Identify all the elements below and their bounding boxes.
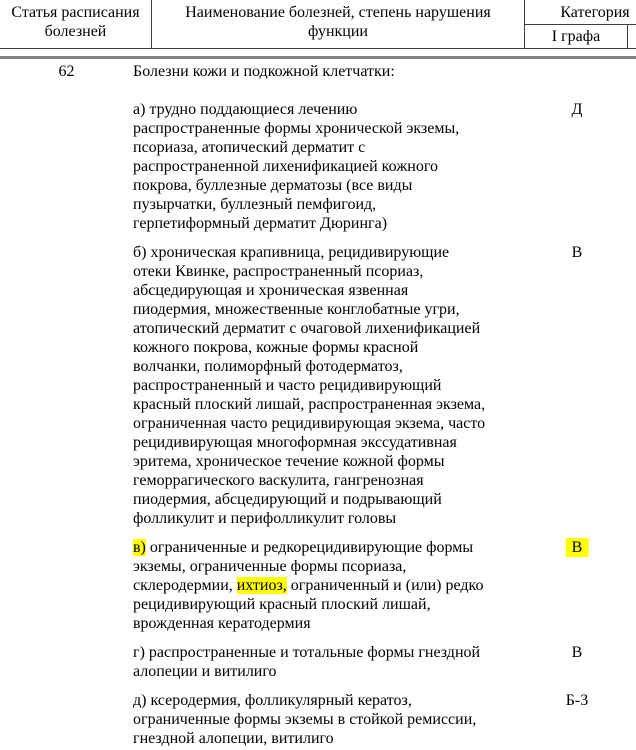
text-line: геморрагического васкулита, гангренозная [133,472,424,489]
item-g-category-value: В [571,644,583,661]
text-line: фолликулит и перифолликулит головы [133,510,397,527]
text-line: псориаза, атопический дерматит с [133,139,366,156]
text-line: а) трудно поддающиеся лечению [133,101,358,118]
article-title: Болезни кожи и подкожной клетчатки: [133,63,395,80]
text-line: эритема, хроническое течение кожной формы [133,453,445,470]
disease-item-a [133,100,603,233]
text-line: абсцедирующая и хроническая язвенная [133,282,409,299]
text-line: алопеции и витилиго [133,663,277,680]
text-line: рецидивирующая многоформная экссудативная [133,434,457,451]
disease-item-b [133,243,603,528]
text-line: атопический дерматит с очаговой лихенификацией [133,320,481,337]
text-line: ограниченная часто рецидивирующая экзема, часто [133,415,486,432]
text-line: пиодермия, множественные конглобатные угри, [133,301,460,318]
header-col-category [525,0,636,48]
header-col-disease-name: Наименование болезней, степень нарушения функции [152,0,525,48]
text-line: отеки Квинке, распространенный псориаз, [133,263,424,280]
text-line: пиодермия, абсцедирующий и подрывающий [133,491,442,508]
text-segment: склеродермии, [133,577,237,594]
text-line: красный плоский лишай, распространенная экзема, [133,396,486,413]
text-line: д) ксеродермия, фолликулярный кератоз, [133,692,412,709]
text-line [133,576,603,595]
text-line: врожденная кератодермия [133,615,311,632]
disease-item-g [133,643,603,681]
text-line: г) распространенные и тотальные формы гнездной [133,644,481,661]
text-line: экземы, ограниченные формы псориаза, [133,558,407,575]
item-v-category-value: В [566,538,589,557]
item-g-text [133,643,603,681]
item-b-category-value: В [571,244,583,261]
text-line: рецидивирующий красный плоский лишай, [133,596,431,613]
item-a-text [133,100,603,233]
header-grafa-1-label: I графа [525,25,628,48]
text-line: пузырчатки, буллезный пемфигоид, [133,196,377,213]
item-a-category-value: Д [571,101,583,118]
highlighted-text: в) [133,539,146,556]
text-line: покрова, буллезные дерматозы (все виды [133,177,413,194]
disease-item-d [133,691,603,748]
header-col-article: Статья расписания болезней [0,0,152,48]
text-segment: ограниченные и редкорецидивирующие формы [145,539,474,556]
item-d-text [133,691,603,748]
highlighted-text: ихтиоз, [236,577,287,594]
disease-item-v [133,538,603,633]
disease-text-column [133,62,603,748]
text-line: кожного покрова, кожные формы красной [133,339,419,356]
header-category-subrow [525,25,636,48]
text-line: распространенный и часто рецидивирующий [133,377,442,394]
header-category-label: Категория [525,0,636,25]
text-line: б) хроническая крапивница, рецидивирующие [133,244,450,261]
text-line: ограниченные формы экземы в стойкой ремиссии, [133,711,477,728]
text-line: волчанки, полиморфный фотодерматоз, [133,358,403,375]
text-line: герпетиформный дерматит Дюринга) [133,215,388,232]
text-segment: ограниченный и (или) редко [286,577,484,594]
table-body [0,59,636,748]
item-b-text [133,243,603,528]
text-line: распространенной лихенификацией кожного [133,158,438,175]
item-d-category-value: Б-3 [565,692,589,709]
article-number-column [0,62,133,748]
table-header-row [0,0,636,49]
text-line [133,538,603,557]
text-line: распространенные формы хронической экземы, [133,120,460,137]
article-number: 62 [58,63,75,80]
text-line: гнездной алопеции, витилиго [133,730,334,747]
item-v-text [133,538,603,633]
